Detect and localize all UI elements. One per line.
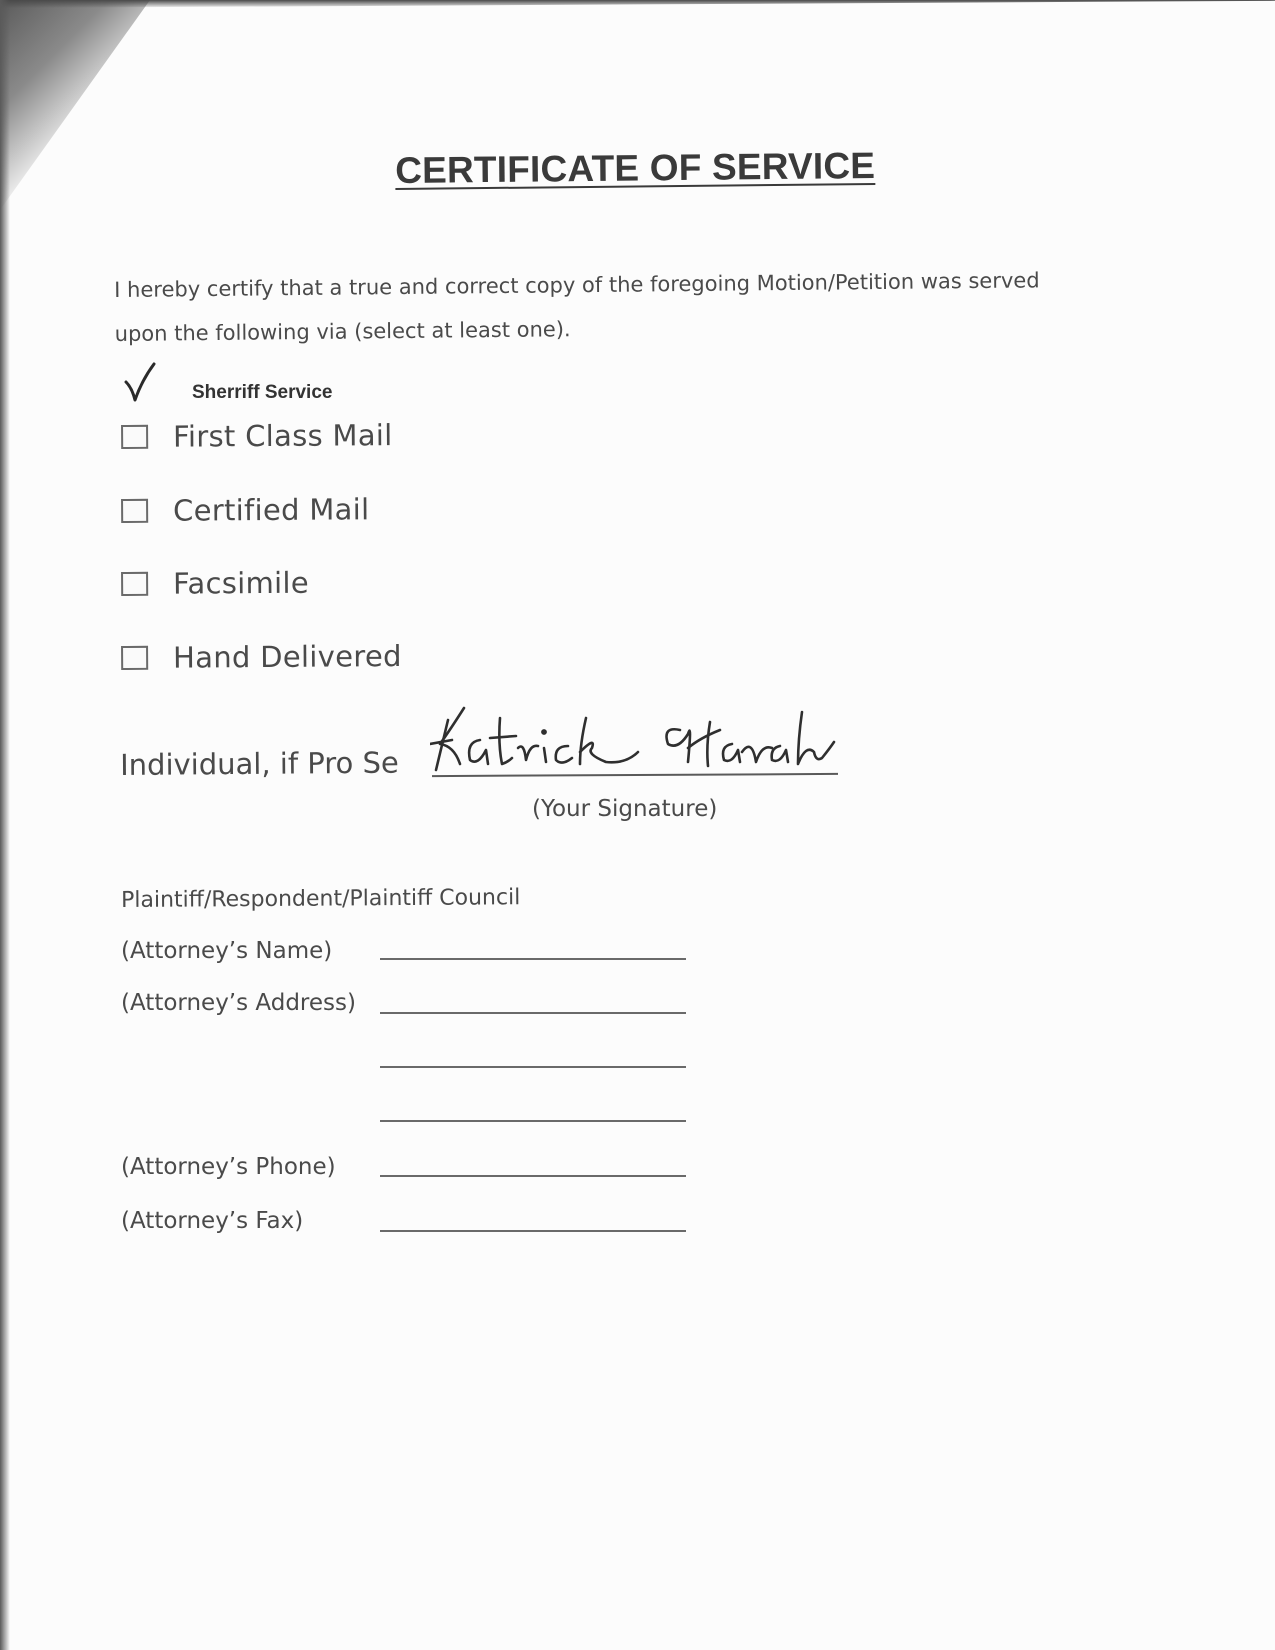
pro-se-label: Individual, if Pro Se: [120, 745, 399, 782]
attorney-address-field-line-2[interactable]: [380, 1066, 686, 1068]
option-label-certified-mail: Certified Mail: [172, 492, 370, 528]
option-label-hand-delivered: Hand Delivered: [172, 639, 402, 675]
counsel-heading: Plaintiff/Respondent/Plaintiff Council: [121, 885, 521, 913]
attorney-phone-field[interactable]: [380, 1175, 686, 1177]
certification-line-1: I hereby certify that a true and correct copy of the foregoing Motion/Petition was served: [114, 268, 1040, 302]
scan-left-edge: [0, 0, 10, 1650]
checkmark-icon[interactable]: [124, 362, 164, 404]
option-label-facsimile: Facsimile: [172, 565, 310, 601]
certification-line-2: upon the following via (select at least one).: [114, 317, 571, 346]
attorney-address-field-line-3[interactable]: [380, 1120, 686, 1122]
scan-corner-fold: [0, 0, 150, 210]
attorney-phone-label: (Attorney’s Phone): [121, 1154, 336, 1180]
certification-statement: [114, 257, 1155, 356]
checkbox-hand-delivered[interactable]: [121, 646, 148, 670]
signature-caption: (Your Signature): [532, 796, 718, 822]
attorney-name-field[interactable]: [380, 958, 686, 960]
checkbox-facsimile[interactable]: [121, 572, 148, 596]
document-title: CERTIFICATE OF SERVICE: [395, 144, 876, 191]
attorney-address-label: (Attorney’s Address): [121, 990, 356, 1016]
attorney-fax-field[interactable]: [380, 1230, 686, 1232]
attorney-address-field-line-1[interactable]: [380, 1012, 686, 1014]
option-hand-delivered[interactable]: [121, 639, 402, 675]
option-facsimile[interactable]: [121, 566, 309, 601]
scan-top-edge: [0, 0, 1275, 8]
attorney-fax-label: (Attorney’s Fax): [121, 1208, 304, 1234]
option-first-class-mail[interactable]: [121, 418, 393, 454]
attorney-name-label: (Attorney’s Name): [121, 938, 333, 964]
checkbox-certified-mail[interactable]: [121, 499, 148, 523]
option-label-sherriff-service: Sherriff Service: [192, 382, 333, 403]
checkbox-first-class-mail[interactable]: [121, 425, 148, 449]
option-certified-mail[interactable]: [121, 492, 370, 528]
option-label-first-class-mail: First Class Mail: [172, 418, 393, 454]
